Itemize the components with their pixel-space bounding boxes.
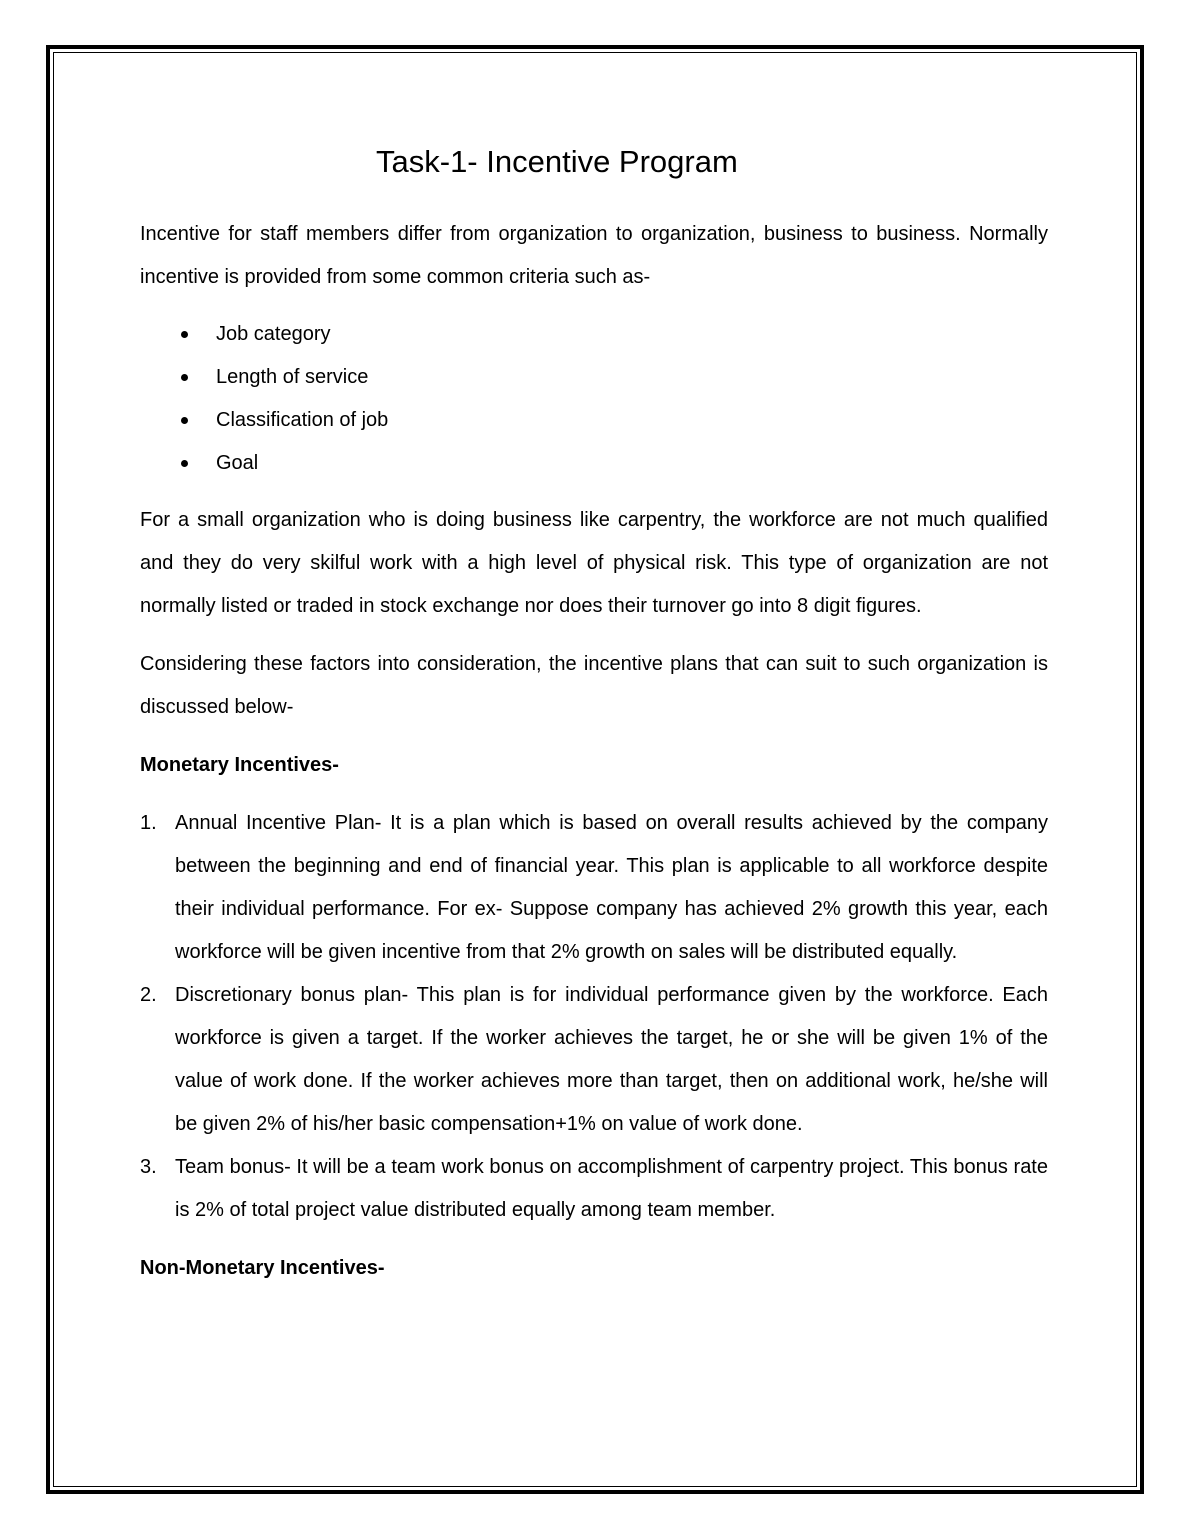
list-item <box>140 399 1048 442</box>
list-item-text: Annual Incentive Plan- It is a plan which is based on overall results achieved by the company between the beginning and end of financial year. This plan is applicable to all workforce despite their individual performance. For ex- Suppose company has achieved 2% growth this year, each workforce will be given incentive from that 2% growth on sales will be distributed equally. <box>175 812 1048 963</box>
bullet-icon <box>181 331 188 338</box>
monetary-incentives-heading: Monetary Incentives- <box>140 754 339 776</box>
list-item <box>140 802 1048 974</box>
small-organization-paragraph: For a small organization who is doing business like carpentry, the workforce are not much qualified and they do very skilful work with a high level of physical risk. This type of organization are not normally listed or traded in stock exchange nor does their turnover go into 8 digit figures. <box>140 509 1048 617</box>
list-item <box>140 442 1048 485</box>
list-item-text: Length of service <box>216 366 369 388</box>
intro-paragraph: Incentive for staff members differ from organization to organization, business to business. Normally incentive is provided from some common criteria such as- <box>140 223 1048 288</box>
monetary-incentives-list <box>140 802 1048 1232</box>
list-number: 3. <box>140 1156 157 1178</box>
list-number: 1. <box>140 812 157 834</box>
bullet-icon <box>181 417 188 424</box>
list-item <box>140 974 1048 1146</box>
criteria-list <box>140 313 1048 485</box>
list-item-text: Job category <box>216 323 331 345</box>
non-monetary-incentives-heading: Non-Monetary Incentives- <box>140 1257 385 1279</box>
list-item <box>140 356 1048 399</box>
list-item-text: Goal <box>216 452 259 474</box>
list-item-text: Team bonus- It will be a team work bonus on accomplishment of carpentry project. This bonus rate is 2% of total project value distributed equally among team member. <box>175 1156 1048 1221</box>
list-item <box>140 1146 1048 1232</box>
list-item-text: Discretionary bonus plan- This plan is for individual performance given by the workforce. Each workforce is given a target. If the worker achieves the target, he or she will be given 1% of the value of work done. If the worker achieves more than target, then on additional work, he/she will be given 2% of his/her basic compensation+1% on value of work done. <box>175 984 1048 1135</box>
document-body <box>140 138 1048 1290</box>
bullet-icon <box>181 374 188 381</box>
document-title: Task-1- Incentive Program <box>376 144 738 179</box>
bullet-icon <box>181 460 188 467</box>
considering-paragraph: Considering these factors into consideration, the incentive plans that can suit to such organization is discussed below- <box>140 653 1048 718</box>
list-number: 2. <box>140 984 157 1006</box>
list-item <box>140 313 1048 356</box>
list-item-text: Classification of job <box>216 409 389 431</box>
